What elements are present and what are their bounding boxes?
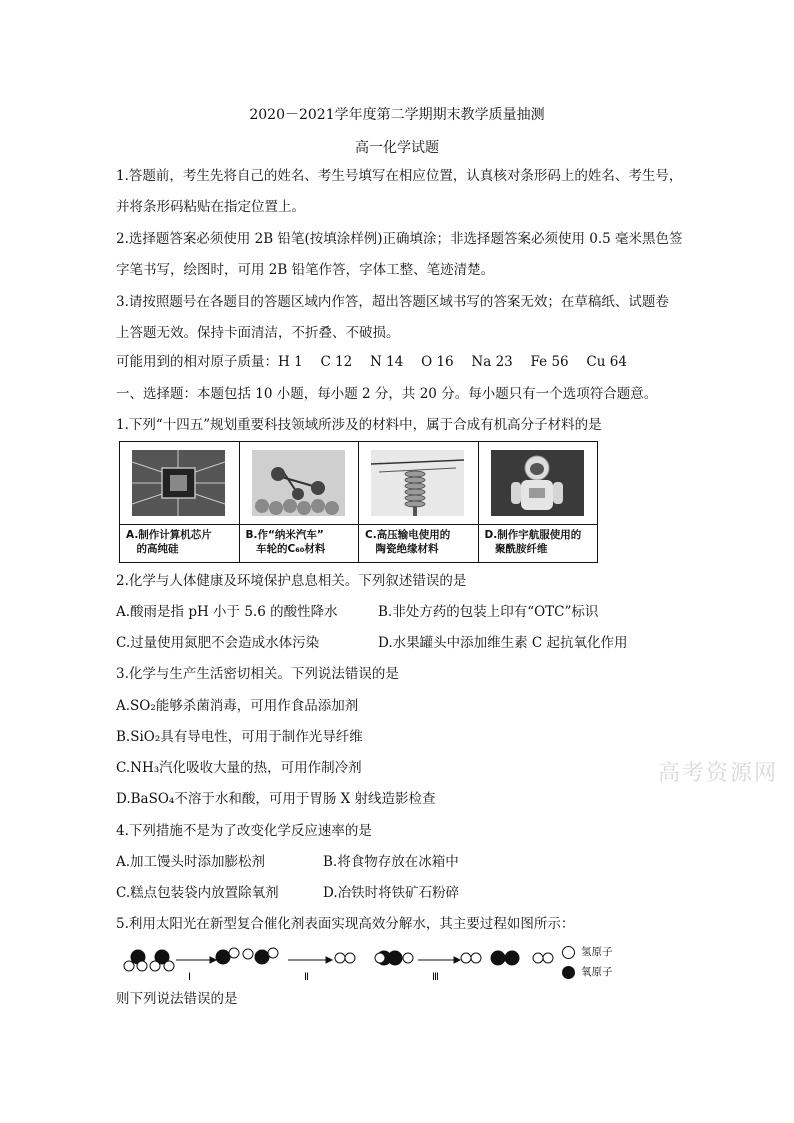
question-3-option-b: B.SiO₂具有导电性，可用于制作光导纤维 <box>116 729 363 745</box>
hydrogen-atom-icon <box>562 946 575 959</box>
question-3-option-d: D.BaSO₄不溶于水和酸，可用于胃肠 X 射线造影检查 <box>116 791 436 807</box>
question-1-stem: 1.下列“十四五”规划重要科技领域所涉及的材料中，属于合成有机高分子材料的是 <box>116 417 602 433</box>
step-1-label: Ⅰ <box>188 972 191 983</box>
section-heading: 一、选择题：本题包括 10 小题，每小题 2 分，共 20 分。每小题只有一个选项符合题意。 <box>116 386 658 402</box>
legend-oxygen: 氧原子 <box>581 966 613 978</box>
question-4-stem: 4.下列措施不是为了改变化学反应速率的是 <box>116 823 372 839</box>
insulator-image <box>371 450 464 516</box>
option-cell-a <box>120 442 240 562</box>
instruction-line: 2.选择题答案必须使用 2B 铅笔(按填涂样例)正确填涂；非选择题答案必须使用 0.5 毫米黑色签 <box>116 231 683 247</box>
step-2-label: Ⅱ <box>304 972 309 983</box>
question-2-option-a: A.酸雨是指 pH 小于 5.6 的酸性降水 <box>116 604 338 620</box>
oxygen-atom-icon <box>562 966 575 979</box>
option-c-caption: C.高压输电使用的 陶瓷绝缘材料 <box>359 524 478 556</box>
question-3-option-a: A.SO₂能够杀菌消毒，可用作食品添加剂 <box>116 698 359 714</box>
option-cell-c <box>359 442 479 562</box>
instruction-line: 上答题无效。保持卡面清洁，不折叠、不破损。 <box>116 325 400 341</box>
water-splitting-diagram <box>118 942 638 992</box>
diagram-legend <box>562 942 613 982</box>
option-a-caption: A.制作计算机芯片 的高纯硅 <box>120 524 239 556</box>
question-4-option-b: B.将食物存放在冰箱中 <box>323 854 459 870</box>
instruction-line: 3.请按照题号在各题目的答题区域内作答，超出答题区域书写的答案无效；在草稿纸、试题卷 <box>116 294 669 310</box>
option-cell-b <box>240 442 360 562</box>
question-4-option-d: D.冶铁时将铁矿石粉碎 <box>323 885 460 901</box>
exam-title: 2020－2021学年度第二学期期末教学质量抽测 <box>249 107 545 123</box>
chip-image <box>132 450 225 516</box>
question-4-option-c: C.糕点包装袋内放置除氧剂 <box>116 885 279 901</box>
watermark: 高考资源网 <box>658 761 779 786</box>
instruction-line: 字笔书写，绘图时，可用 2B 铅笔作答，字体工整、笔迹清楚。 <box>116 262 495 278</box>
option-d-caption: D.制作宇航服使用的 聚酰胺纤维 <box>479 524 598 556</box>
question-2-stem: 2.化学与人体健康及环境保护息息相关。下列叙述错误的是 <box>116 573 467 589</box>
option-cell-d <box>479 442 598 562</box>
instruction-line: 并将条形码粘贴在指定位置上。 <box>116 199 305 215</box>
exam-subtitle: 高一化学试题 <box>355 140 439 156</box>
option-b-caption: B.作“纳米汽车” 车轮的C₆₀材料 <box>240 524 359 556</box>
question-3-option-c: C.NH₃汽化吸收大量的热，可用作制冷剂 <box>116 760 362 776</box>
step-3-label: Ⅲ <box>432 972 439 983</box>
legend-hydrogen: 氢原子 <box>581 946 613 958</box>
question-3-stem: 3.化学与生产生活密切相关。下列说法错误的是 <box>116 666 399 682</box>
question-2-option-d: D.水果罐头中添加维生素 C 起抗氧化作用 <box>378 635 628 651</box>
nanocar-image <box>252 450 345 516</box>
question-1-figure <box>119 441 598 563</box>
question-2-option-c: C.过量使用氮肥不会造成水体污染 <box>116 635 320 651</box>
astronaut-image <box>491 450 584 516</box>
question-5-tail: 则下列说法错误的是 <box>116 991 238 1007</box>
atomic-masses: 可能用到的相对原子质量：H 1 C 12 N 14 O 16 Na 23 Fe 56 Cu 64 <box>116 354 627 370</box>
question-4-option-a: A.加工馒头时添加膨松剂 <box>116 854 266 870</box>
instruction-line: 1.答题前，考生先将自己的姓名、考生号填写在相应位置，认真核对条形码上的姓名、考生号， <box>116 168 683 184</box>
question-5-stem: 5.利用太阳光在新型复合催化剂表面实现高效分解水，其主要过程如图所示： <box>116 916 575 932</box>
question-2-option-b: B.非处方药的包装上印有“OTC”标识 <box>378 604 599 620</box>
